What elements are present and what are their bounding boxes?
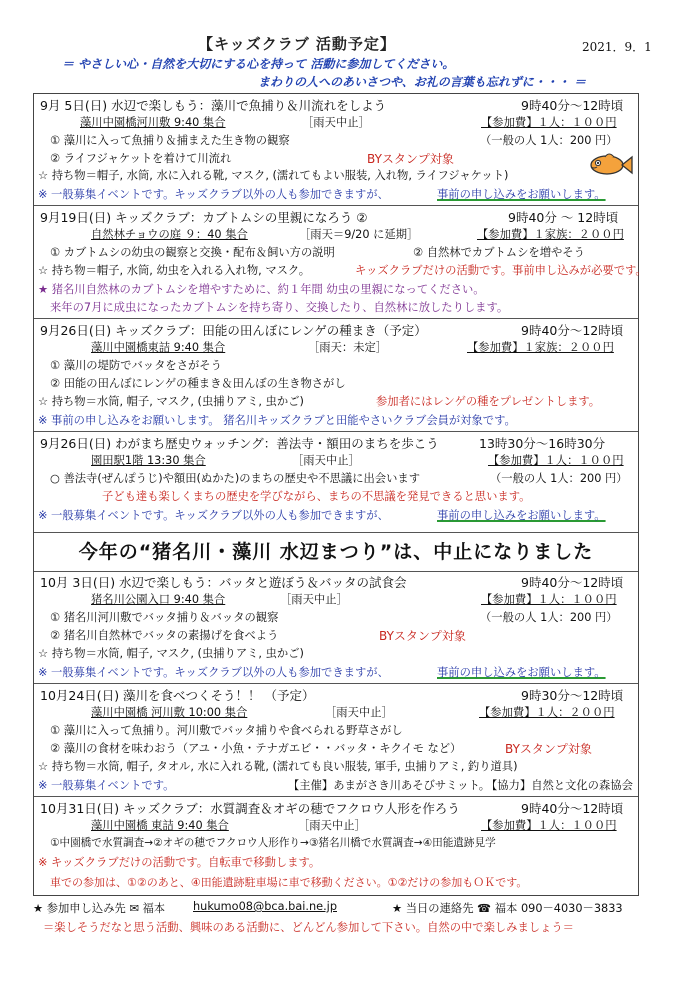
event5-fee-general: （一般の人 1人：200 円） bbox=[480, 611, 618, 624]
event3-weather: ［雨天：未定］ bbox=[308, 341, 388, 354]
event7-item1: ①中園橋で水質調査→②オギの穂でフクロウ人形作り→③猪名川橋で水質調査→④田能遺跡見学 bbox=[50, 837, 496, 849]
event7-notice: ※ キッズクラブだけの活動です。自転車で移動します。 bbox=[38, 856, 321, 869]
intro-line-1: ＝ やさしい心・自然を大切にする心を持って 活動に参加してください。 bbox=[62, 57, 455, 71]
event4-time: 13時30分～16時30分 bbox=[479, 436, 606, 451]
event3-notice: ※ 事前の申し込みをお願いします。 猪名川キッズクラブと田能やさいクラブ会員が対象です。 bbox=[38, 414, 516, 427]
event4-place: 園田駅1階 13:30 集合 bbox=[91, 454, 206, 467]
event4-fee: 【参加費】１人：１００円 bbox=[488, 454, 624, 467]
event3-time: 9時40分～12時頃 bbox=[521, 323, 624, 338]
event6-item2: ② 藻川の食材を味わおう（アユ・小魚・テナガエビ・・バッタ・キクイモ など） bbox=[50, 742, 462, 755]
event1-time: 9時40分～12時頃 bbox=[521, 98, 624, 113]
event1-notice-b: 事前の申し込みをお願いします。 bbox=[437, 188, 606, 201]
event2-bring-note: キッズクラブだけの活動です。事前申し込みが必要です。 bbox=[355, 264, 647, 277]
event5-item2: ② 猪名川自然林でバッタの素揚げを食べよう bbox=[50, 629, 279, 642]
event5-notice-b: 事前の申し込みをお願いします。 bbox=[437, 666, 606, 679]
event5-stamp: BYスタンプ対象 bbox=[379, 629, 466, 643]
event2-item2: ② 自然林でカブトムシを増やそう bbox=[413, 246, 585, 259]
event1-place: 藻川中園橋河川敷 9:40 集合 bbox=[80, 116, 226, 129]
event6-place: 藻川中園橋 河川敷 10:00 集合 bbox=[91, 706, 248, 719]
event1-fee-general: （一般の人 1人：200 円） bbox=[480, 134, 618, 147]
event7-weather: ［雨天中止］ bbox=[298, 819, 366, 832]
event2-header: 9月19日(日) キッズクラブ：カブトムシの里親になろう ② bbox=[40, 210, 368, 225]
event7-fee: 【参加費】１人：１００円 bbox=[481, 819, 617, 832]
event3-item1: ① 藻川の堤防でバッタをさがそう bbox=[50, 359, 222, 372]
event4-weather: ［雨天中止］ bbox=[292, 454, 360, 467]
event4-fee-general: （一般の人 1人：200 円） bbox=[490, 472, 628, 485]
event3-place: 藻川中園橋東詰 9:40 集合 bbox=[91, 341, 226, 354]
event5-notice-a: ※ 一般募集イベントです。キッズクラブ以外の人も参加できますが、 bbox=[38, 666, 389, 679]
event6-host: 【主催】あまがさき川あそびサミット。 bbox=[288, 779, 491, 792]
event1-item1: ① 藻川に入って魚捕り＆捕まえた生き物の観察 bbox=[50, 134, 290, 147]
cancellation-banner: 今年の“猪名川・藻川 水辺まつり”は、中止になりました bbox=[34, 532, 638, 572]
event1-stamp: BYスタンプ対象 bbox=[367, 152, 454, 166]
event3-bring: ☆ 持ち物＝水筒, 帽子, マスク, (虫捕りアミ, 虫かご) bbox=[38, 395, 304, 408]
event4-notice-a: ※ 一般募集イベントです。キッズクラブ以外の人も参加できますが、 bbox=[38, 509, 389, 522]
event5-weather: ［雨天中止］ bbox=[280, 593, 348, 606]
event5-item1: ① 猪名川河川敷でバッタ捕り＆バッタの観察 bbox=[50, 611, 279, 624]
event6-header: 10月24日(日) 藻川を食べつくそう！！ （予定） bbox=[40, 688, 315, 703]
event6-fee: 【参加費】１人：２００円 bbox=[479, 706, 615, 719]
event2-star1: ★ 猪名川自然林のカブトムシを増やすために、約１年間 幼虫の里親になってください。 bbox=[38, 283, 485, 296]
event6-notice: ※ 一般募集イベントです。 bbox=[38, 779, 175, 792]
event7-time: 9時40分～12時頃 bbox=[521, 801, 624, 816]
event1-header: 9月 5日(日) 水辺で楽しもう：藻川で魚捕り＆川流れをしよう bbox=[40, 98, 387, 113]
fish-icon bbox=[585, 148, 633, 180]
event3-item2: ② 田能の田んぼにレンゲの種まき＆田んぼの生き物さがし bbox=[50, 377, 346, 390]
event3-bring-note: 参加者にはレンゲの種をプレゼントします。 bbox=[376, 395, 601, 408]
event2-bring: ☆ 持ち物＝帽子, 水筒, 幼虫を入れる入れ物, マスク。 bbox=[38, 264, 311, 277]
event7-car-note: 車での参加は、①②のあと、④田能遺跡駐車場に車で移動ください。①②だけの参加もＯＫです。 bbox=[50, 876, 528, 889]
event1-bring: ☆ 持ち物＝帽子, 水筒, 水に入れる靴, マスク, (濡れてもよい服装, 入れ物, ライフジャケット) bbox=[38, 169, 509, 182]
event2-fee: 【参加費】１家族：２００円 bbox=[477, 228, 624, 241]
event5-bring: ☆ 持ち物＝水筒, 帽子, マスク, (虫捕りアミ, 虫かご) bbox=[38, 647, 304, 660]
footer-closing: ＝楽しそうだなと思う活動、興味のある活動に、どんどん参加して下さい。自然の中で楽しみましょう＝ bbox=[43, 921, 574, 934]
event6-weather: ［雨天中止］ bbox=[325, 706, 393, 719]
event3-header: 9月26日(日) キッズクラブ：田能の田んぼにレンゲの種まき（予定） bbox=[40, 323, 427, 338]
event1-fee: 【参加費】１人：１００円 bbox=[481, 116, 617, 129]
footer-contact: ★ 当日の連絡先 ☎ 福本 090－4030－3833 bbox=[392, 902, 623, 915]
event1-item2: ② ライフジャケットを着けて川流れ bbox=[50, 152, 232, 165]
event4-item1: ○ 善法寺(ぜんぽうじ)や額田(ぬかた)のまちの歴史や不思議に出会います bbox=[50, 472, 420, 485]
event6-item1: ① 藻川に入って魚捕り。河川敷でバッタ捕りや食べられる野草さがし bbox=[50, 724, 403, 737]
event5-place: 猪名川公園入口 9:40 集合 bbox=[91, 593, 226, 606]
event5-fee: 【参加費】１人：１００円 bbox=[481, 593, 617, 606]
event1-notice-a: ※ 一般募集イベントです。キッズクラブ以外の人も参加できますが、 bbox=[38, 188, 389, 201]
event5-time: 9時40分～12時頃 bbox=[521, 575, 624, 590]
footer-email-link[interactable]: hukumo08@bca.bai.ne.jp bbox=[193, 900, 337, 913]
event2-item1: ① カブトムシの幼虫の観察と交換・配布＆飼い方の説明 bbox=[50, 246, 335, 259]
event4-header: 9月26日(日) わがまち歴史ウォッチング：善法寺・額田のまちを歩こう bbox=[40, 436, 439, 451]
event6-time: 9時30分～12時頃 bbox=[521, 688, 624, 703]
event7-header: 10月31日(日) キッズクラブ：水質調査＆オギの穂でフクロウ人形を作ろう bbox=[40, 801, 460, 816]
event6-stamp: BYスタンプ対象 bbox=[505, 742, 592, 756]
event4-notice-b: 事前の申し込みをお願いします。 bbox=[437, 509, 606, 522]
event7-place: 藻川中園橋 東詰 9:40 集合 bbox=[91, 819, 229, 832]
issue-date: 2021．9．1 bbox=[582, 40, 652, 54]
event2-time: 9時40分 ～ 12時頃 bbox=[508, 210, 619, 225]
event2-place: 自然林チョウの庭 ９：40 集合 bbox=[91, 228, 248, 241]
footer-apply: ★ 参加申し込み先 ✉ 福本 bbox=[33, 902, 166, 915]
event2-star2: 来年の7月に成虫になったカブトムシを持ち寄り、交換したり、自然林に放したりします。 bbox=[50, 301, 509, 314]
event6-coop: 【協力】自然と文化の森協会 bbox=[486, 779, 633, 792]
event2-weather: ［雨天＝9/20 に延期］ bbox=[299, 228, 419, 241]
event3-fee: 【参加費】１家族：２００円 bbox=[467, 341, 614, 354]
intro-line-2: まわりの人へのあいさつや、お礼の言葉も忘れずに・・・ ＝ bbox=[258, 75, 586, 89]
event1-weather: ［雨天中止］ bbox=[302, 116, 370, 129]
event4-note: 子ども達も楽しくまちの歴史を学びながら、まちの不思議を発見できると思います。 bbox=[102, 490, 531, 503]
page-title: 【キッズクラブ 活動予定】 bbox=[198, 35, 396, 53]
event5-header: 10月 3日(日) 水辺で楽しもう：バッタと遊ぼう＆バッタの試食会 bbox=[40, 575, 407, 590]
event6-bring: ☆ 持ち物＝水筒, 帽子, タオル, 水に入れる靴, (濡れても良い服装, 軍手, 虫捕りアミ, 釣り道具) bbox=[38, 760, 518, 773]
